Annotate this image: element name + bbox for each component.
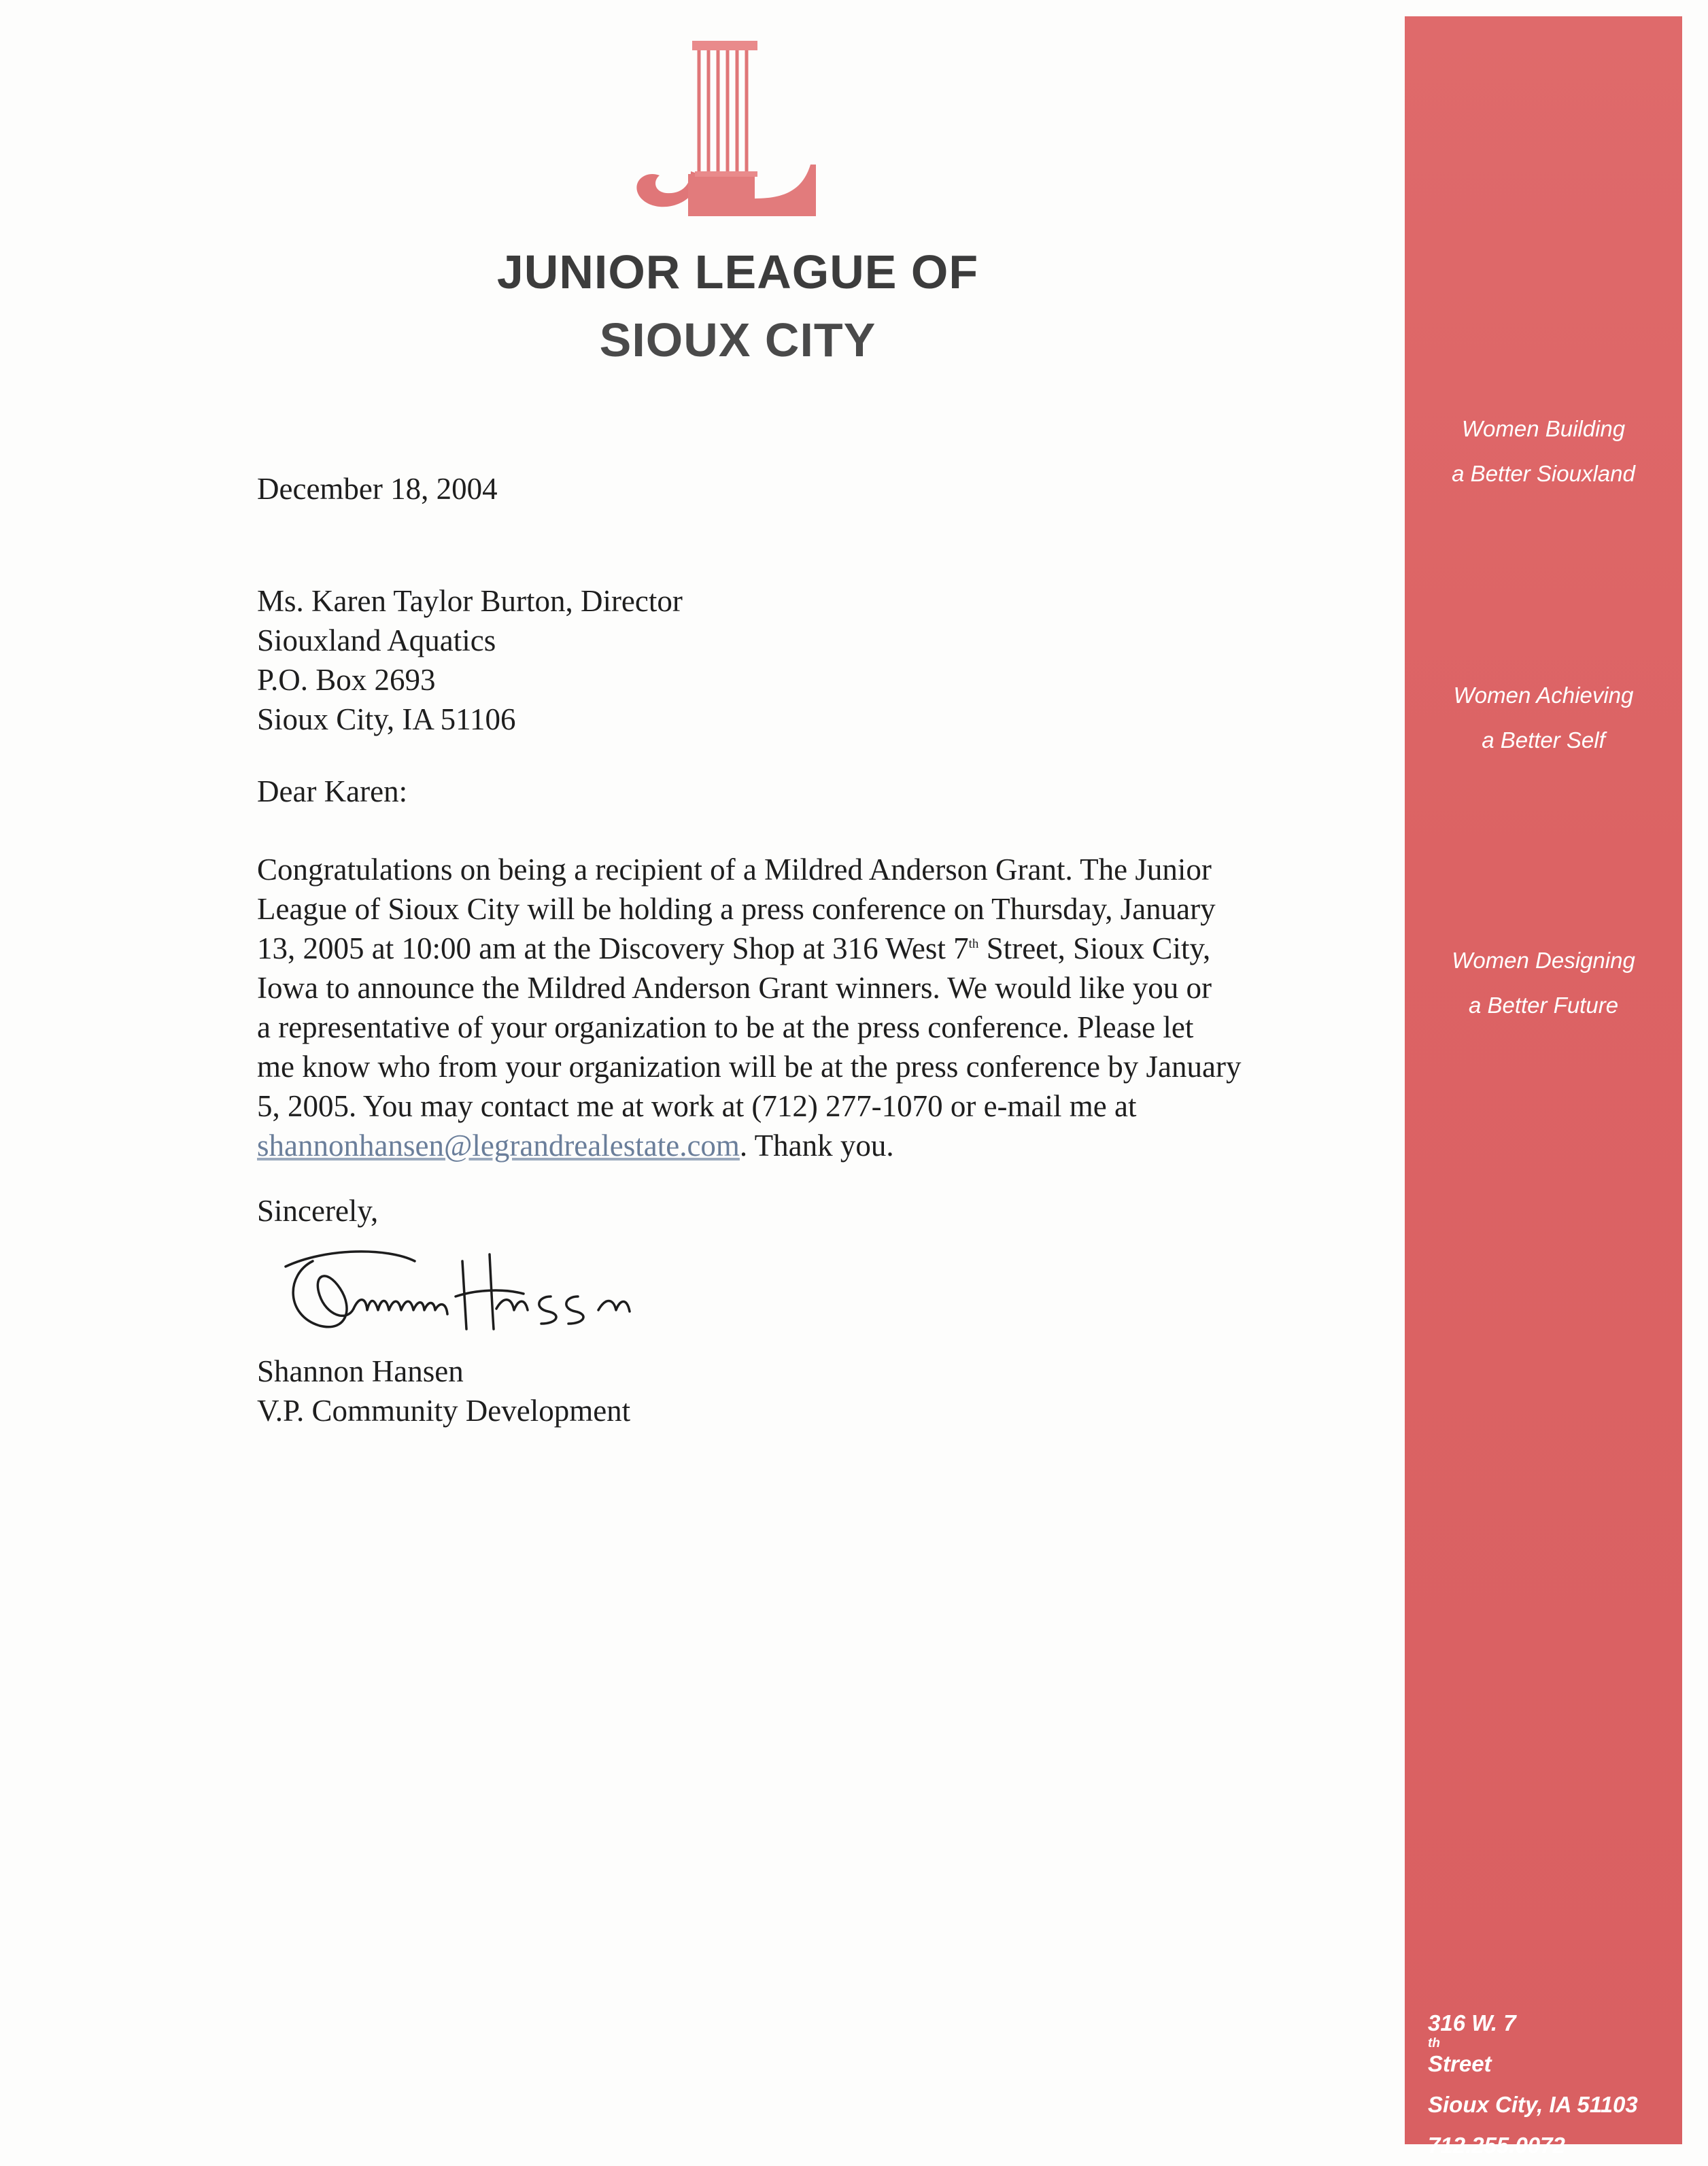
body-line-4: Iowa to announce the Mildred Anderson Grant winners. We would like you or	[257, 971, 1212, 1005]
body-line-3-sup: th	[968, 937, 979, 951]
body-line-1: Congratulations on being a recipient of a Mildred Anderson Grant. The Junior	[257, 853, 1212, 887]
sidebar-street-prefix: 316 W. 7	[1428, 2010, 1516, 2035]
body-line-2: League of Sioux City will be holding a press conference on Thursday, January	[257, 892, 1216, 926]
sidebar-street: 316 W. 7 th Street	[1428, 2003, 1679, 2084]
handwritten-signature	[272, 1234, 734, 1350]
recipient-line-4: Sioux City, IA 51106	[257, 702, 516, 736]
recipient-line-2: Siouxland Aquatics	[257, 623, 496, 657]
body-line-3	[257, 929, 1372, 968]
signer-title: V.P. Community Development	[257, 1394, 631, 1428]
motto-3	[1405, 938, 1682, 1028]
sidebar-address	[1428, 2003, 1679, 2166]
body-line-8-suffix: . Thank you.	[739, 1129, 894, 1163]
signer-name: Shannon Hansen	[257, 1354, 464, 1388]
organization-name	[381, 238, 1095, 374]
sidebar	[1405, 16, 1682, 2158]
motto-2-line2: a Better Self	[1482, 727, 1605, 753]
motto-1-line1: Women Building	[1461, 416, 1626, 441]
email-link[interactable]: shannonhansen@legrandrealestate.com	[257, 1129, 740, 1163]
motto-2-line1: Women Achieving	[1453, 683, 1634, 708]
body-line-3-suffix: Street, Sioux City,	[978, 931, 1211, 965]
body-line-5: a representative of your organization to be at the press conference. Please let	[257, 1010, 1194, 1044]
body-paragraph	[257, 850, 1372, 1165]
motto-1	[1405, 407, 1682, 496]
signer-block	[257, 1352, 630, 1430]
motto-2	[1405, 673, 1682, 763]
sidebar-city: Sioux City, IA 51103	[1428, 2092, 1638, 2117]
motto-3-line1: Women Designing	[1452, 948, 1635, 973]
recipient-address	[257, 581, 683, 739]
body-line-8	[257, 1126, 1372, 1165]
body-line-7: 5, 2005. You may contact me at work at (712) 277-1070 or e-mail me at	[257, 1089, 1137, 1123]
sidebar-street-suffix: Street	[1428, 2051, 1492, 2076]
body-line-6: me know who from your organization will be at the press conference by January	[257, 1050, 1242, 1084]
body-line-3-prefix: 13, 2005 at 10:00 am at the Discovery Shop at 316 West 7	[257, 931, 969, 965]
closing: Sincerely,	[257, 1194, 379, 1228]
motto-3-line2: a Better Future	[1468, 993, 1619, 1018]
org-name-line2: SIOUX CITY	[599, 313, 876, 366]
sidebar-phone: 712.255.0072	[1428, 2133, 1565, 2158]
motto-1-line2: a Better Siouxland	[1452, 461, 1635, 486]
junior-league-logo	[612, 38, 836, 222]
salutation: Dear Karen:	[257, 774, 408, 808]
org-name-line1: JUNIOR LEAGUE OF	[496, 245, 979, 298]
letter-date: December 18, 2004	[257, 472, 498, 506]
recipient-line-3: P.O. Box 2693	[257, 663, 436, 697]
recipient-line-1: Ms. Karen Taylor Burton, Director	[257, 584, 683, 618]
